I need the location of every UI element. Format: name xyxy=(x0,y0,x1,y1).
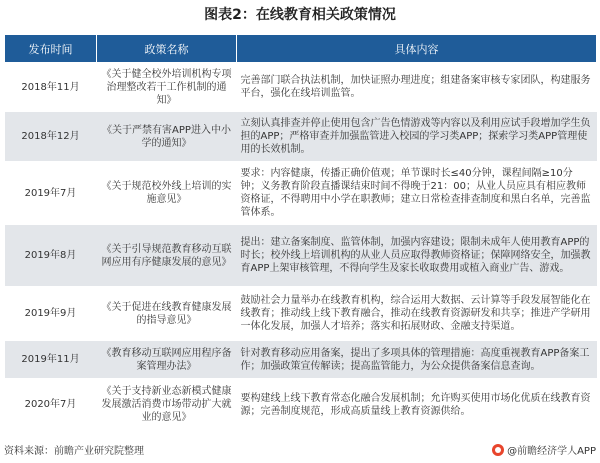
cell-time: 2019年9月 xyxy=(5,287,97,341)
cell-content: 针对教育移动应用备案，提出了多项具体的管理措施：高度重视教育APP备案工作；加强政策宣传解读；提高监管能力，为公众提供备案信息查询。 xyxy=(237,341,597,379)
cell-time: 2020年7月 xyxy=(5,379,97,431)
page-title: 图表2：在线教育相关政策情况 xyxy=(204,7,396,23)
table-row xyxy=(5,287,597,341)
cell-policy-name: 《教育移动互联网应用程序备案管理办法》 xyxy=(97,341,237,379)
header-time: 发布时间 xyxy=(5,35,97,63)
cell-content: 要求：内容健康，传播正确价值观；单节课时长≤40分钟，课程间隔≥10分钟；义务教育阶段直播课结束时间不得晚于21：00；从业人员应具有相应教师资格证，不得聘用中小学在职教师；建立日常检查排查制度和黑白名单，完善监管体系。 xyxy=(237,162,597,225)
table-row xyxy=(5,63,597,112)
table-row xyxy=(5,225,597,287)
cell-policy-name: 《关于严禁有害APP进入中小学的通知》 xyxy=(97,112,237,162)
header-content: 具体内容 xyxy=(237,35,597,63)
cell-content: 完善部门联合执法机制，加快证照办理进度；组建备案审核专家团队，构建服务平台，强化在线培训监管。 xyxy=(237,63,597,112)
policy-table xyxy=(4,34,597,431)
cell-time: 2019年8月 xyxy=(5,225,97,287)
footer xyxy=(4,440,596,458)
cell-policy-name: 《关于健全校外培训机构专项治理整改若干工作机制的通知》 xyxy=(97,63,237,112)
cell-policy-name: 《关于引导规范教育移动互联网应用有序健康发展的意见》 xyxy=(97,225,237,287)
cell-content: 要构建线上线下教育常态化融合发展机制；允许购买使用市场化优质在线教育资源；完善制度规范，形成高质量线上教育资源供给。 xyxy=(237,379,597,431)
cell-time: 2018年11月 xyxy=(5,63,97,112)
cell-time: 2018年12月 xyxy=(5,112,97,162)
table-row xyxy=(5,162,597,225)
table-row xyxy=(5,379,597,431)
header-policy-name: 政策名称 xyxy=(97,35,237,63)
cell-policy-name: 《关于支持新业态新模式健康发展激活消费市场带动扩大就业的意见》 xyxy=(97,379,237,431)
table-row xyxy=(5,112,597,162)
source-note: 资料来源：前瞻产业研究院整理 xyxy=(4,446,144,457)
cell-content: 提出：建立备案制度、监管体制，加强内容建设；限制未成年人使用教育APP的时长；校外线上培训机构的从业人员应取得教师资格证；保障网络安全，加强教育APP上架审核管理，不得向学生及家长收取费用或植入商业广告、游戏。 xyxy=(237,225,597,287)
cell-content: 立刻认真排查并停止使用包含广告色情游戏等内容以及利用应试手段增加学生负担的APP；严格审查并加强监管进入校园的学习类APP；探索学习类APP管理使用的长效机制。 xyxy=(237,112,597,162)
cell-policy-name: 《关于规范校外线上培训的实施意见》 xyxy=(97,162,237,225)
cell-policy-name: 《关于促进在线教育健康发展的指导意见》 xyxy=(97,287,237,341)
table-header-row xyxy=(5,35,597,63)
qianzhan-logo-icon xyxy=(492,444,504,456)
cell-time: 2019年11月 xyxy=(5,341,97,379)
cell-time: 2019年7月 xyxy=(5,162,97,225)
cell-content: 鼓励社会力量举办在线教育机构，综合运用大数据、云计算等手段发展智能化在线教育；推动线上线下教育融合，推动在线教育资源研发和共享；推进产学研用一体化发展，加强人才培养；落实和拓展财政、金融支持渠道。 xyxy=(237,287,597,341)
brand-credit xyxy=(492,442,596,457)
table-row xyxy=(5,341,597,379)
brand-text: @前瞻经济学人APP xyxy=(507,446,596,457)
